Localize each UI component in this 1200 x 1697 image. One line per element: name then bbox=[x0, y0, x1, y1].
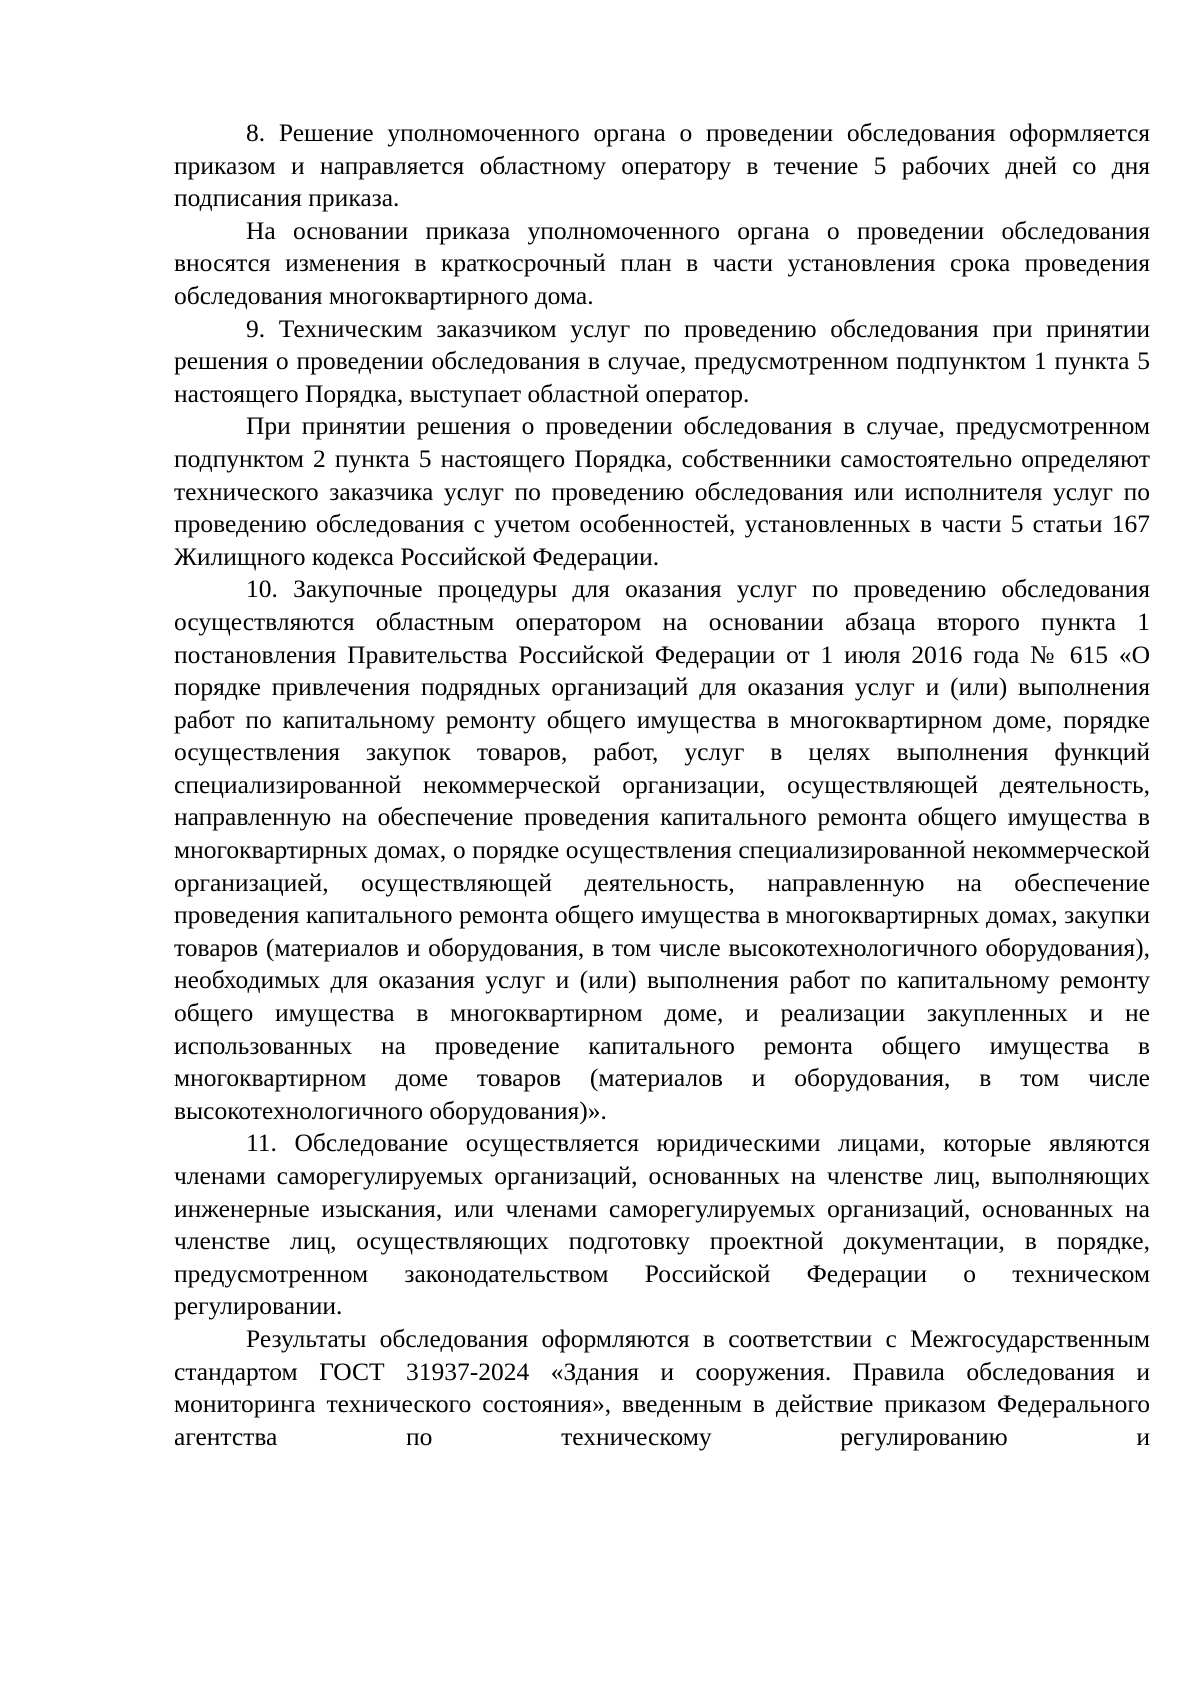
paragraph-item-10: 10. Закупочные процедуры для оказания услуг по проведению обследования осуществляются областным оператором на основании абзаца второго пункта 1 постановления Правительства Российской Федерации от 1 июля 2016 года № 615 «О порядке привлечения подрядных организаций для оказания услуг и (или) выполнения работ по капитальному ремонту общего имущества в многоквартирном доме, порядке осуществления закупок товаров, работ, услуг в целях выполнения функций специализированной некоммерческой организации, осуществляющей деятельность, направленную на обеспечение проведения капитального ремонта общего имущества в многоквартирных домах, о порядке осуществления специализированной некоммерческой организацией, осуществляющей деятельность, направленную на обеспечение проведения капитального ремонта общего имущества в многоквартирных домах, закупки товаров (материалов и оборудования, в том числе высокотехнологичного оборудования), необходимых для оказания услуг и (или) выполнения работ по капитальному ремонту общего имущества в многоквартирном доме, и реализации закупленных и не использованных на проведение капитального ремонта общего имущества в многоквартирном доме товаров (материалов и оборудования, в том числе высокотехнологичного оборудования)». bbox=[174, 574, 1150, 1125]
paragraph-order-basis: На основании приказа уполномоченного органа о проведении обследования вносятся изменения в краткосрочный план в части установления срока проведения обследования многоквартирного дома. bbox=[174, 215, 1150, 310]
document-page bbox=[174, 117, 1150, 1453]
paragraph-item-11: 11. Обследование осуществляется юридическими лицами, которые являются членами саморегулируемых организаций, основанных на членстве лиц, выполняющих инженерные изыскания, или членами саморегулируемых организаций, основанных на членстве лиц, осуществляющих подготовку проектной документации, в порядке, предусмотренном законодательством Российской Федерации о техническом регулировании. bbox=[174, 1128, 1150, 1321]
paragraph-item-9: 9. Техническим заказчиком услуг по проведению обследования при принятии решения о проведении обследования в случае, предусмотренном подпунктом 1 пункта 5 настоящего Порядка, выступает областной оператор. bbox=[174, 313, 1150, 408]
paragraph-item-8: 8. Решение уполномоченного органа о проведении обследования оформляется приказом и направляется областному оператору в течение 5 рабочих дней со дня подписания приказа. bbox=[174, 118, 1150, 213]
paragraph-survey-results: Результаты обследования оформляются в соответствии с Межгосударственным стандартом ГОСТ 31937-2024 «Здания и сооружения. Правила обследования и мониторинга технического состояния», введенным в действие приказом Федерального агентства по техническому регулированию и bbox=[174, 1323, 1150, 1451]
paragraph-owners-decision: При принятии решения о проведении обследования в случае, предусмотренном подпунктом 2 пункта 5 настоящего Порядка, собственники самостоятельно определяют технического заказчика услуг по проведению обследования или исполнителя услуг по проведению обследования с учетом особенностей, установленных в части 5 статьи 167 Жилищного кодекса Российской Федерации. bbox=[174, 411, 1150, 571]
